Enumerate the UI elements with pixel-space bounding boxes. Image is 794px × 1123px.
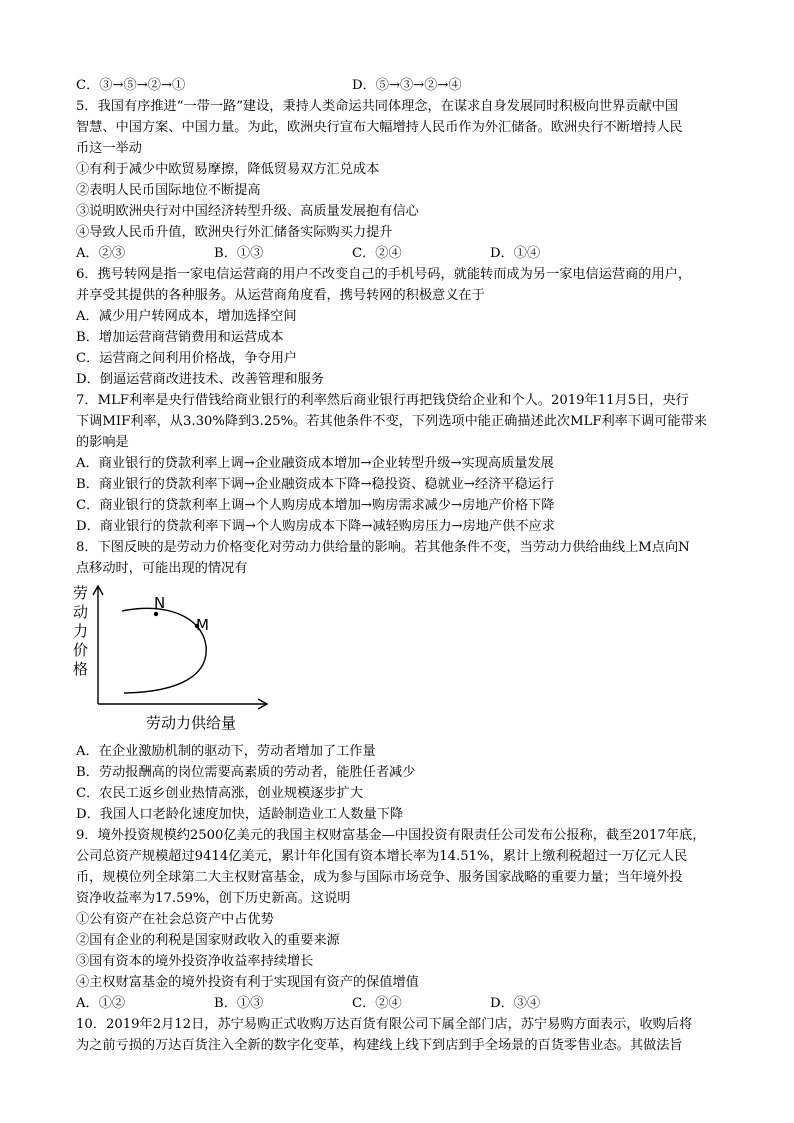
q9-stem-line-3: 币，规模位列全球第二大主权财富基金，成为参与国际市场竞争、服务国家战略的重要力量；当年境外投 [76, 870, 683, 885]
q5-option-a: A．②③ [76, 246, 126, 261]
labor-supply-graph [70, 580, 270, 740]
supply-curve [122, 608, 206, 693]
point-m-label: M [196, 616, 209, 634]
q9-stem-line-1: 9．境外投资规模约2500亿美元的我国主权财富基金—中国投资有限责任公司发布公报称，截至2017年底， [76, 828, 706, 843]
q8-option-c: C．农民工返乡创业热情高涨，创业规模逐步扩大 [76, 786, 364, 801]
q7-option-d: D．商业银行的贷款利率下调→个人购房成本下降→减轻购房压力→房地产供不应求 [76, 519, 555, 534]
q9-stem-line-2: 公司总资产规模超过9414亿美元，累计年化国有资本增长率为14.51%，累计上缴利税超过一万亿元人民 [76, 849, 688, 864]
point-n-label: N [154, 594, 166, 612]
q10-stem-line-1: 10．2019年2月12日，苏宁易购正式收购万达百货有限公司下属全部门店，苏宁易购方面表示，收购后将 [76, 1017, 693, 1032]
q9-statement-4: ④主权财富基金的境外投资有利于实现国有资产的保值增值 [76, 975, 419, 990]
q8-option-d: D．我国人口老龄化速度加快，适龄制造业工人数量下降 [76, 807, 404, 822]
q9-statement-2: ②国有企业的利税是国家财政收入的重要来源 [76, 933, 340, 948]
q6-stem-line-1: 6．携号转网是指一家电信运营商的用户不改变自己的手机号码，就能转而成为另一家电信运营商的用户， [76, 267, 692, 282]
q9-option-b: B．①③ [214, 996, 264, 1011]
q6-option-b: B．增加运营商营销费用和运营成本 [76, 330, 284, 345]
q5-statement-3: ③说明欧洲央行对中国经济转型升级、高质量发展抱有信心 [76, 204, 419, 219]
q9-option-c: C．②④ [352, 996, 402, 1011]
q8-stem-line-1: 8．下图反映的是劳动力价格变化对劳动力供给量的影响。若其他条件不变，当劳动力供给曲线上M点向N [76, 540, 690, 555]
q4-option-c: C．③→⑤→②→① [76, 78, 186, 93]
q7-stem-line-1: 7．MLF利率是央行借钱给商业银行的利率然后商业银行再把钱贷给企业和个人。2019年11月5日，央行 [76, 393, 689, 408]
q8-stem-line-2: 点移动时，可能出现的情况有 [76, 561, 248, 576]
q9-statement-1: ①公有资产在社会总资产中占优势 [76, 912, 274, 927]
y-label-char-4: 价 [73, 641, 89, 659]
y-label-char-5: 格 [73, 660, 89, 678]
q5-stem-line-2: 智慧、中国方案、中国力量。为此，欧洲央行宣布大幅增持人民币作为外汇储备。欧洲央行不断增持人民 [76, 120, 683, 135]
q9-stem-line-4: 资净收益率为17.59%，创下历史新高。这说明 [76, 891, 351, 906]
q9-statement-3: ③国有资本的境外投资净收益率持续增长 [76, 954, 314, 969]
y-label-char-2: 动 [73, 603, 89, 621]
q7-stem-line-3: 的影响是 [76, 435, 129, 450]
point-n-dot [154, 612, 158, 616]
y-label-char-3: 力 [73, 622, 89, 640]
q9-option-a: A．①② [76, 996, 126, 1011]
q6-stem-line-2: 并享受其提供的各种服务。从运营商角度看，携号转网的积极意义在于 [76, 288, 485, 303]
q5-statement-2: ②表明人民币国际地位不断提高 [76, 183, 261, 198]
q7-stem-line-2: 下调MIF利率，从3.30%降到3.25%。若其他条件不变，下列选项中能正确描述此次MLF利率下调可能带来 [76, 414, 707, 429]
q5-option-c: C．②④ [352, 246, 402, 261]
q5-option-d: D．①④ [490, 246, 541, 261]
q5-option-b: B．①③ [214, 246, 264, 261]
y-label-char-1: 劳 [73, 584, 89, 602]
q6-option-a: A．减少用户转网成本，增加选择空间 [76, 309, 297, 324]
q5-stem-line-1: 5．我国有序推进“一带一路”建设，秉持人类命运共同体理念，在谋求自身发展同时积极向世界贡献中国 [76, 99, 679, 114]
q7-option-c: C．商业银行的贷款利率上调→个人购房成本增加→购房需求减少→房地产价格下降 [76, 498, 555, 513]
q8-option-a: A．在企业激励机制的驱动下，劳动者增加了工作量 [76, 744, 376, 759]
q5-stem-line-3: 币这一举动 [76, 141, 142, 156]
q7-option-a: A．商业银行的贷款利率上调→企业融资成本增加→企业转型升级→实现高质量发展 [76, 456, 554, 471]
q6-option-c: C．运营商之间利用价格战，争夺用户 [76, 351, 298, 366]
q5-statement-1: ①有利于减少中欧贸易摩擦，降低贸易双方汇兑成本 [76, 162, 380, 177]
q8-option-b: B．劳动报酬高的岗位需要高素质的劳动者，能胜任者减少 [76, 765, 416, 780]
q10-stem-line-2: 为之前亏损的万达百货注入全新的数字化变革，构建线上线下到店到手全场景的百货零售业态。其做法旨 [76, 1038, 683, 1053]
q9-option-d: D．③④ [490, 996, 541, 1011]
q7-option-b: B．商业银行的贷款利率下调→企业融资成本下降→稳投资、稳就业→经济平稳运行 [76, 477, 555, 492]
q6-option-d: D．倒逼运营商改进技术、改善管理和服务 [76, 372, 324, 387]
x-axis-label: 劳动力供给量 [146, 714, 237, 732]
q4-option-d: D．⑤→③→②→④ [352, 78, 462, 93]
q5-statement-4: ④导致人民币升值，欧洲央行外汇储备实际购买力提升 [76, 225, 393, 240]
